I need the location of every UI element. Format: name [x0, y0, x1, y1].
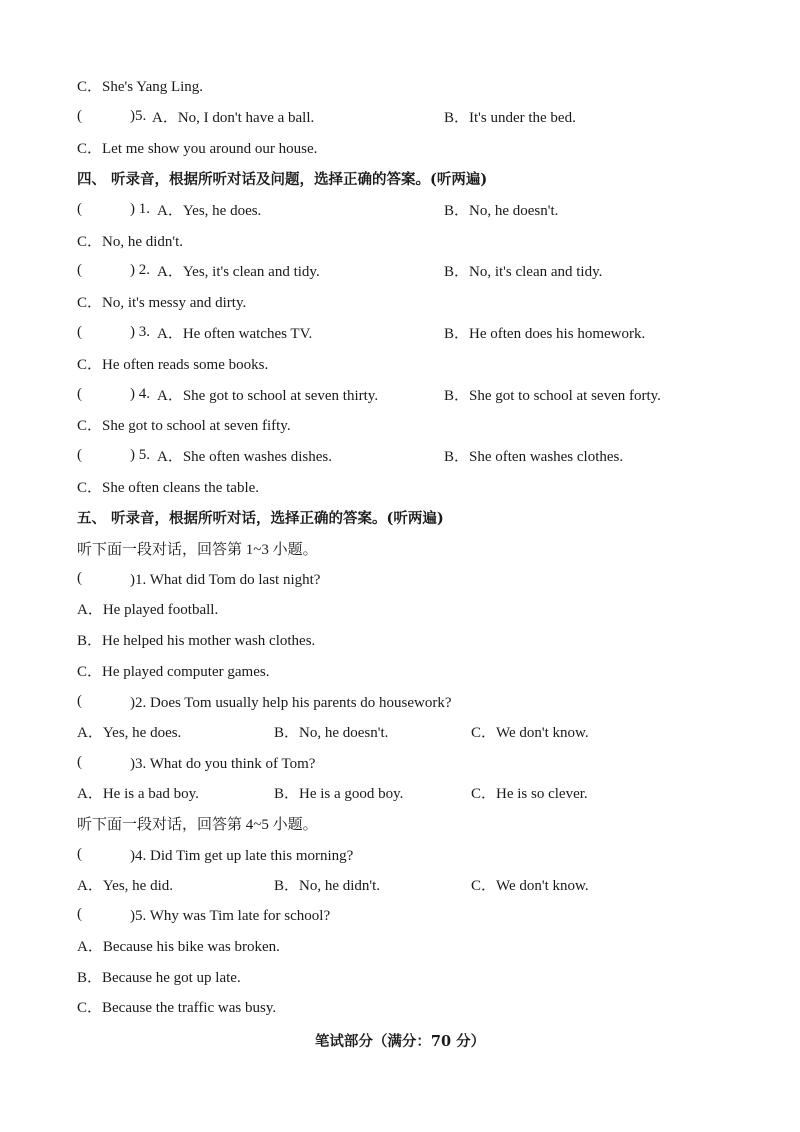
- option-b: B．No, he doesn't.: [274, 725, 389, 741]
- answer-paren[interactable]: (: [77, 447, 82, 463]
- option-a: A．Yes, he did.: [77, 878, 173, 894]
- dialogue-intro: 听下面一段对话，回答第 1~3 小题。: [77, 542, 318, 558]
- section-5-heading: 五、 听录音，根据所听对话，选择正确的答案。(听两遍): [77, 510, 444, 527]
- option-a: A．Yes, he does.: [77, 725, 182, 741]
- option-a: A．She often washes dishes.: [157, 449, 332, 465]
- question-text: )3. What do you think of Tom?: [130, 756, 316, 772]
- option-c: C．Because the traffic was busy.: [77, 1000, 277, 1016]
- option-c: C．We don't know.: [471, 725, 589, 741]
- written-part-heading: 笔试部分（满分：70 分）: [314, 1033, 486, 1050]
- option-c: C．He played computer games.: [77, 664, 270, 680]
- option-a: A．No, I don't have a ball.: [152, 110, 315, 126]
- option-a: A．Because his bike was broken.: [77, 939, 280, 955]
- answer-paren[interactable]: (: [77, 693, 82, 709]
- option-c: C．He is so clever.: [471, 786, 588, 802]
- option-b: B．It's under the bed.: [444, 110, 576, 126]
- answer-paren[interactable]: (: [77, 262, 82, 278]
- dialogue-intro: 听下面一段对话，回答第 4~5 小题。: [77, 817, 318, 833]
- option-c: C．Let me show you around our house.: [77, 141, 318, 157]
- option-c: C．She got to school at seven fifty.: [77, 418, 291, 434]
- section-4-heading: 四、 听录音，根据所听对话及问题，选择正确的答案。(听两遍): [77, 171, 488, 188]
- question-text: )4. Did Tim get up late this morning?: [130, 848, 354, 864]
- answer-paren[interactable]: (: [77, 570, 82, 586]
- answer-paren[interactable]: (: [77, 906, 82, 922]
- answer-paren[interactable]: (: [77, 846, 82, 862]
- question-text: )5. Why was Tim late for school?: [130, 908, 331, 924]
- question-number: ) 1.: [130, 201, 150, 217]
- option-b: B．He helped his mother wash clothes.: [77, 633, 316, 649]
- option-b: B．He is a good boy.: [274, 786, 404, 802]
- option-c: C．No, he didn't.: [77, 234, 184, 250]
- answer-paren[interactable]: (: [77, 324, 82, 340]
- question-number: ) 3.: [130, 324, 150, 340]
- option-b: B．Because he got up late.: [77, 970, 241, 986]
- answer-paren[interactable]: (: [77, 108, 82, 124]
- answer-paren[interactable]: (: [77, 754, 82, 770]
- answer-paren[interactable]: (: [77, 386, 82, 402]
- option-a: A．Yes, it's clean and tidy.: [157, 264, 320, 280]
- option-b: B．No, it's clean and tidy.: [444, 264, 603, 280]
- option-a: A．He often watches TV.: [157, 326, 313, 342]
- option-b: B．No, he doesn't.: [444, 203, 559, 219]
- answer-paren[interactable]: (: [77, 201, 82, 217]
- option-c: C．She's Yang Ling.: [77, 79, 204, 95]
- option-a: A．He played football.: [77, 602, 219, 618]
- option-b: B．He often does his homework.: [444, 326, 646, 342]
- question-text: )1. What did Tom do last night?: [130, 572, 321, 588]
- option-c: C．She often cleans the table.: [77, 480, 260, 496]
- option-a: A．She got to school at seven thirty.: [157, 388, 379, 404]
- option-b: B．She often washes clothes.: [444, 449, 624, 465]
- option-a: A．He is a bad boy.: [77, 786, 199, 802]
- question-number: ) 2.: [130, 262, 150, 278]
- question-number: ) 4.: [130, 386, 150, 402]
- question-number: ) 5.: [130, 447, 150, 463]
- question-number: )5.: [130, 108, 147, 124]
- question-text: )2. Does Tom usually help his parents do housework?: [130, 695, 452, 711]
- option-c: C．He often reads some books.: [77, 357, 269, 373]
- option-b: B．No, he didn't.: [274, 878, 381, 894]
- option-c: C．No, it's messy and dirty.: [77, 295, 247, 311]
- option-c: C．We don't know.: [471, 878, 589, 894]
- option-a: A．Yes, he does.: [157, 203, 262, 219]
- option-b: B．She got to school at seven forty.: [444, 388, 661, 404]
